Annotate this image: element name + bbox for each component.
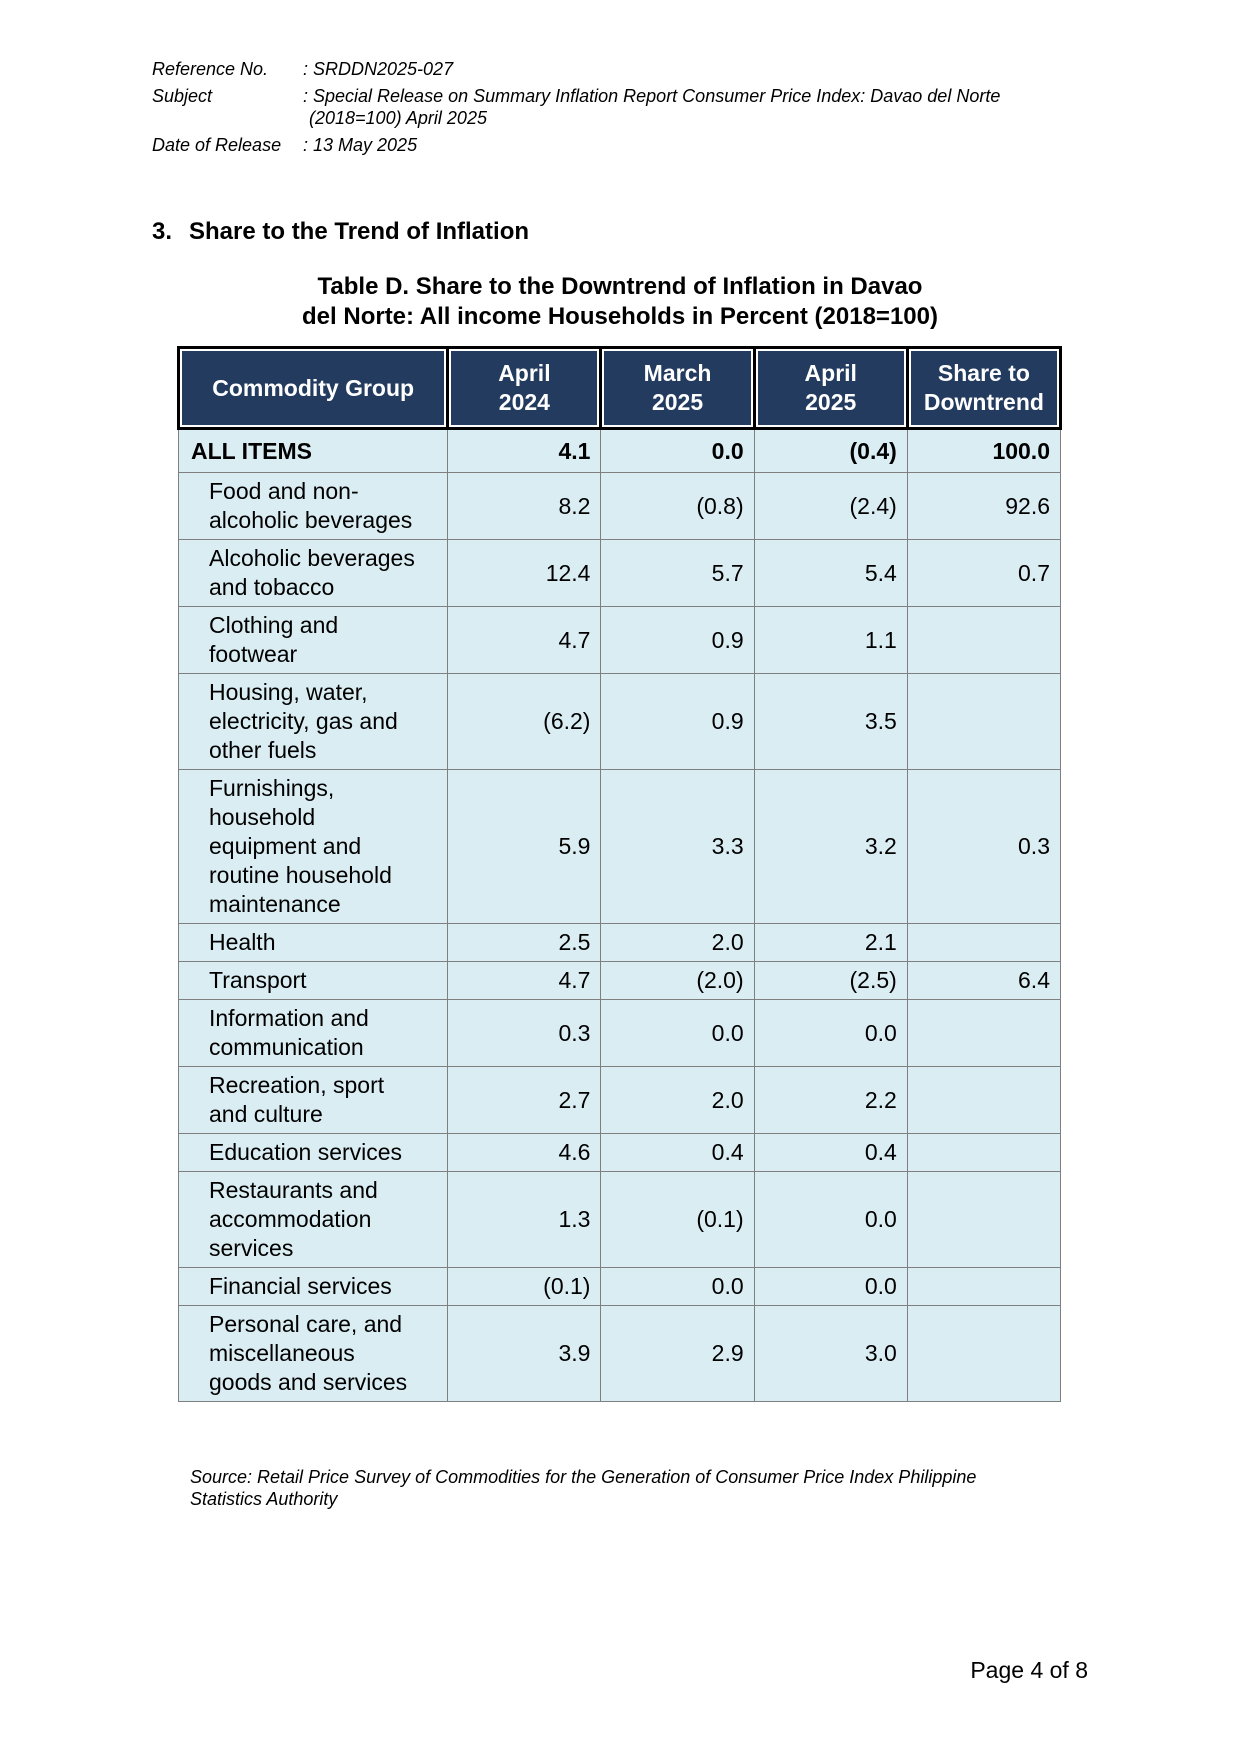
table-title-line2: del Norte: All income Households in Percent (2018=100) [302,303,938,330]
value-cell-share [907,1172,1060,1268]
table-row [179,962,1061,1000]
value-cell-mar2025: 2.0 [601,1067,754,1134]
page-number: Page 4 of 8 [970,1657,1088,1683]
value-cell-apr2025: 5.4 [754,540,907,607]
commodity-name-line: Recreation, sport [209,1072,385,1098]
value-cell-mar2025: 0.0 [601,429,754,473]
column-header [754,348,907,429]
commodity-name-line: equipment and [209,833,362,859]
value-cell-share [907,1067,1060,1134]
source-line1: Source: Retail Price Survey of Commodities for the Generation of Consumer Price Index Philippine [190,1467,977,1487]
table-row [179,674,1061,770]
commodity-name-line: Housing, water, [209,679,368,705]
commodity-name-line: other fuels [209,737,317,763]
commodity-name-line: alcoholic beverages [209,507,413,533]
value-cell-mar2025: 0.4 [601,1134,754,1172]
commodity-name-line: communication [209,1034,364,1060]
commodity-name-cell [179,429,448,473]
commodity-name-cell [179,770,448,924]
commodity-name-cell [179,1268,448,1306]
commodity-name-line: Alcoholic beverages [209,545,415,571]
column-header-line2: 2024 [498,389,550,415]
commodity-name-line: accommodation [209,1206,372,1232]
release-header [152,58,1052,161]
value-cell-share [907,1268,1060,1306]
commodity-name-cell [179,1000,448,1067]
commodity-name-line: ALL ITEMS [191,437,312,464]
commodity-name-line: services [209,1235,294,1261]
value-cell-apr2025: 2.1 [754,924,907,962]
section-number: 3. [152,218,173,245]
column-header-line1: Commodity Group [212,374,415,401]
value-cell-mar2025: (2.0) [601,962,754,1000]
value-cell-share [907,1134,1060,1172]
commodity-name-line: Furnishings, [209,775,335,801]
commodity-name-line: routine household [209,862,392,888]
commodity-name-cell [179,1306,448,1402]
commodity-name-cell [179,1172,448,1268]
table-row [179,1306,1061,1402]
table-row [179,540,1061,607]
value-cell-share [907,607,1060,674]
value-cell-share: 100.0 [907,429,1060,473]
column-header-line1: March [643,360,712,386]
commodity-name-cell [179,1134,448,1172]
value-cell-share: 6.4 [907,962,1060,1000]
commodity-name-line: Financial services [209,1273,392,1299]
value-cell-apr2025: (0.4) [754,429,907,473]
value-cell-apr2025: 3.5 [754,674,907,770]
value-cell-apr2024: 0.3 [448,1000,601,1067]
date-label: Date of Release [152,135,282,155]
commodity-name-line: and tobacco [209,574,335,600]
commodity-name-cell [179,674,448,770]
reference-row [152,58,1052,80]
value-cell-share [907,674,1060,770]
value-cell-mar2025: 0.0 [601,1268,754,1306]
table-row [179,607,1061,674]
value-cell-apr2024: 4.6 [448,1134,601,1172]
commodity-name-line: electricity, gas and [209,708,398,734]
inflation-table [177,346,1062,1402]
commodity-name-line: footwear [209,641,298,667]
table-row [179,1134,1061,1172]
commodity-name-cell [179,1067,448,1134]
value-cell-apr2024: 5.9 [448,770,601,924]
commodity-name-line: and culture [209,1101,323,1127]
value-cell-mar2025: 2.0 [601,924,754,962]
table-row [179,1067,1061,1134]
value-cell-apr2024: 2.7 [448,1067,601,1134]
value-cell-apr2025: 1.1 [754,607,907,674]
value-cell-mar2025: 3.3 [601,770,754,924]
value-cell-apr2024: 4.7 [448,962,601,1000]
value-cell-apr2024: 1.3 [448,1172,601,1268]
value-cell-mar2025: (0.8) [601,473,754,540]
subject-value [303,85,1052,129]
column-header-line2: 2025 [805,389,857,415]
commodity-name-cell [179,962,448,1000]
column-header [179,348,448,429]
value-cell-share [907,1000,1060,1067]
source-note [190,1466,1060,1510]
table-title [178,272,1062,332]
table-body [179,429,1061,1402]
value-cell-apr2024: 4.1 [448,429,601,473]
commodity-name-cell [179,473,448,540]
column-header-line1: Share to [937,360,1030,386]
value-cell-share: 0.7 [907,540,1060,607]
value-cell-apr2025: 0.0 [754,1000,907,1067]
column-header [601,348,754,429]
value-cell-apr2024: (0.1) [448,1268,601,1306]
column-header-line1: April [498,360,551,386]
value-cell-apr2025: (2.4) [754,473,907,540]
column-header-line1: April [804,360,857,386]
column-header-line2: 2025 [651,389,704,415]
value-cell-apr2024: 2.5 [448,924,601,962]
value-cell-share [907,1306,1060,1402]
commodity-name-line: Food and non- [209,478,359,504]
commodity-name-line: Information and [209,1005,369,1031]
value-cell-apr2024: 8.2 [448,473,601,540]
value-cell-apr2024: 4.7 [448,607,601,674]
value-cell-apr2025: 0.0 [754,1172,907,1268]
commodity-name-line: household [209,804,316,830]
commodity-name-line: Health [209,929,276,955]
table-title-line1: Table D. Share to the Downtrend of Inflation in Davao [317,273,923,300]
commodity-name-line: maintenance [209,891,341,917]
commodity-name-line: Personal care, and [209,1311,403,1337]
commodity-name-cell [179,607,448,674]
value-cell-apr2025: 0.4 [754,1134,907,1172]
value-cell-apr2024: 12.4 [448,540,601,607]
value-cell-apr2025: (2.5) [754,962,907,1000]
column-header [448,348,601,429]
subject-value-line2: (2018=100) April 2025 [309,108,487,128]
source-line2: Statistics Authority [190,1489,338,1509]
commodity-name-line: Transport [209,967,307,993]
value-cell-share: 92.6 [907,473,1060,540]
table-row [179,770,1061,924]
reference-value: : SRDDN2025-027 [303,59,454,79]
table-row-all-items [179,429,1061,473]
commodity-name-cell [179,924,448,962]
value-cell-apr2025: 0.0 [754,1268,907,1306]
value-cell-mar2025: 0.0 [601,1000,754,1067]
value-cell-apr2025: 3.2 [754,770,907,924]
commodity-name-line: Clothing and [209,612,339,638]
value-cell-apr2025: 2.2 [754,1067,907,1134]
value-cell-mar2025: 2.9 [601,1306,754,1402]
table-row [179,1172,1061,1268]
table-header-row [179,348,1061,429]
value-cell-mar2025: 0.9 [601,607,754,674]
commodity-name-line: goods and services [209,1369,408,1395]
table-row [179,924,1061,962]
value-cell-mar2025: (0.1) [601,1172,754,1268]
column-header [907,348,1060,429]
commodity-name-cell [179,540,448,607]
subject-row [152,85,1052,129]
value-cell-share: 0.3 [907,770,1060,924]
reference-label: Reference No. [152,59,269,79]
value-cell-apr2025: 3.0 [754,1306,907,1402]
subject-label: Subject [152,86,213,106]
value-cell-mar2025: 0.9 [601,674,754,770]
date-row [152,134,1052,156]
table-row [179,1000,1061,1067]
date-value: : 13 May 2025 [303,135,418,155]
column-header-line2: Downtrend [923,389,1044,415]
commodity-name-line: Restaurants and [209,1177,378,1203]
value-cell-share [907,924,1060,962]
commodity-name-line: miscellaneous [209,1340,355,1366]
section-title-text: Share to the Trend of Inflation [189,218,530,245]
table-row [179,1268,1061,1306]
value-cell-mar2025: 5.7 [601,540,754,607]
table-row [179,473,1061,540]
subject-value-line1: : Special Release on Summary Inflation Report Consumer Price Index: Davao del Norte [303,86,1001,106]
section-title [152,218,529,246]
value-cell-apr2024: (6.2) [448,674,601,770]
commodity-name-line: Education services [209,1139,403,1165]
value-cell-apr2024: 3.9 [448,1306,601,1402]
